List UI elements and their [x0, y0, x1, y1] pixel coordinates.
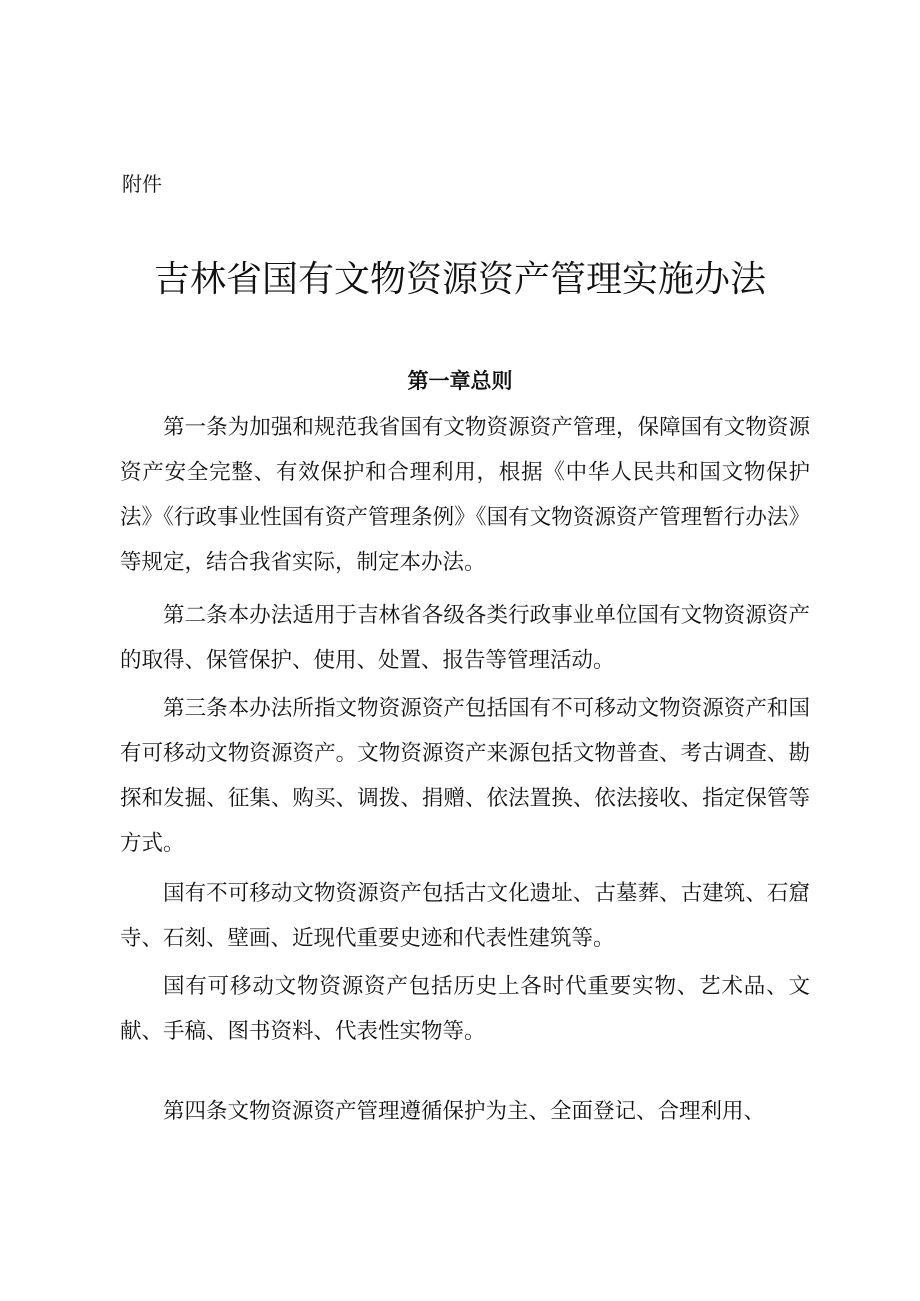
- movable-relics-paragraph: 国有可移动文物资源资产包括历史上各时代重要实物、艺术品、文献、手稿、图书资料、代表性实物等。: [120, 974, 810, 1044]
- document-title: 吉林省国有文物资源资产管理实施办法: [153, 259, 766, 300]
- article-4-paragraph: 第四条文物资源资产管理遵循保护为主、全面登记、合理利用、: [163, 1099, 766, 1124]
- immovable-relics-paragraph: 国有不可移动文物资源资产包括古文化遗址、古墓葬、古建筑、石窟寺、石刻、壁画、近现代重要史迹和代表性建筑等。: [120, 881, 810, 951]
- article-2-paragraph: 第二条本办法适用于吉林省各级各类行政事业单位国有文物资源资产的取得、保管保护、使用、处置、报告等管理活动。: [120, 603, 810, 673]
- chapter-heading: 第一章总则: [407, 368, 513, 393]
- attachment-label: 附件: [122, 172, 162, 196]
- article-1-paragraph: 第一条为加强和规范我省国有文物资源资产管理，保障国有文物资源资产安全完整、有效保护和合理利用，根据《中华人民共和国文物保护法》《行政事业性国有资产管理条例》《国有文物资源资产管理暂行办法》等规定，结合我省实际，制定本办法。: [120, 415, 810, 575]
- article-3-paragraph: 第三条本办法所指文物资源资产包括国有不可移动文物资源资产和国有可移动文物资源资产。文物资源资产来源包括文物普查、考古调查、勘探和发掘、征集、购买、调拨、捐赠、依法置换、依法接收、指定保管等方式。: [120, 696, 810, 856]
